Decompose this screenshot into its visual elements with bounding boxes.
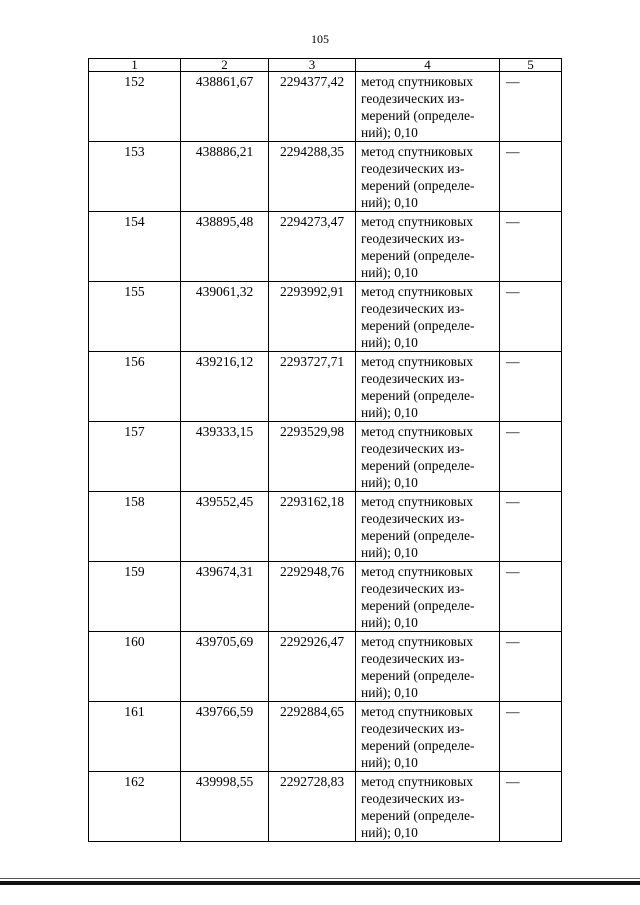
method-cell: метод спутниковых геодезических из- мерений (определе- ний); 0,10	[356, 562, 500, 632]
method-cell: метод спутниковых геодезических из- мерений (определе- ний); 0,10	[356, 212, 500, 282]
point-number-cell: 159	[89, 562, 181, 632]
point-number-cell: 157	[89, 422, 181, 492]
x-coordinate-cell: 439552,45	[181, 492, 269, 562]
y-coordinate-cell: 2292728,83	[269, 772, 356, 842]
method-cell: метод спутниковых геодезических из- мерений (определе- ний); 0,10	[356, 492, 500, 562]
header-col-4: 4	[356, 59, 500, 72]
x-coordinate-cell: 439998,55	[181, 772, 269, 842]
x-coordinate-cell: 439061,32	[181, 282, 269, 352]
method-cell: метод спутниковых геодезических из- мерений (определе- ний); 0,10	[356, 772, 500, 842]
y-coordinate-cell: 2294377,42	[269, 72, 356, 142]
y-coordinate-cell: 2293162,18	[269, 492, 356, 562]
point-number-cell: 154	[89, 212, 181, 282]
page-number: 105	[311, 32, 329, 46]
x-coordinate-cell: 438861,67	[181, 72, 269, 142]
header-col-2: 2	[181, 59, 269, 72]
header-col-5: 5	[500, 59, 562, 72]
table-row	[89, 72, 562, 142]
column-5-cell: —	[500, 72, 562, 142]
point-number-cell: 152	[89, 72, 181, 142]
bottom-rule-thin	[0, 878, 640, 879]
method-cell: метод спутниковых геодезических из- мерений (определе- ний); 0,10	[356, 282, 500, 352]
y-coordinate-cell: 2293529,98	[269, 422, 356, 492]
table-row	[89, 632, 562, 702]
x-coordinate-cell: 439766,59	[181, 702, 269, 772]
coordinates-table	[88, 58, 562, 842]
y-coordinate-cell: 2293992,91	[269, 282, 356, 352]
column-5-cell: —	[500, 632, 562, 702]
x-coordinate-cell: 439333,15	[181, 422, 269, 492]
table-row	[89, 142, 562, 212]
column-5-cell: —	[500, 422, 562, 492]
y-coordinate-cell: 2292884,65	[269, 702, 356, 772]
table-row	[89, 352, 562, 422]
point-number-cell: 158	[89, 492, 181, 562]
table-row	[89, 562, 562, 632]
x-coordinate-cell: 439705,69	[181, 632, 269, 702]
method-cell: метод спутниковых геодезических из- мерений (определе- ний); 0,10	[356, 352, 500, 422]
column-5-cell: —	[500, 492, 562, 562]
point-number-cell: 155	[89, 282, 181, 352]
y-coordinate-cell: 2293727,71	[269, 352, 356, 422]
point-number-cell: 160	[89, 632, 181, 702]
header-col-3: 3	[269, 59, 356, 72]
table-row	[89, 422, 562, 492]
column-5-cell: —	[500, 702, 562, 772]
point-number-cell: 156	[89, 352, 181, 422]
table-header-row	[89, 59, 562, 72]
y-coordinate-cell: 2294288,35	[269, 142, 356, 212]
method-cell: метод спутниковых геодезических из- мерений (определе- ний); 0,10	[356, 632, 500, 702]
table-row	[89, 492, 562, 562]
column-5-cell: —	[500, 772, 562, 842]
y-coordinate-cell: 2292948,76	[269, 562, 356, 632]
point-number-cell: 162	[89, 772, 181, 842]
bottom-rule	[0, 881, 640, 885]
table-row	[89, 212, 562, 282]
table-row	[89, 702, 562, 772]
method-cell: метод спутниковых геодезических из- мерений (определе- ний); 0,10	[356, 422, 500, 492]
column-5-cell: —	[500, 562, 562, 632]
x-coordinate-cell: 438886,21	[181, 142, 269, 212]
method-cell: метод спутниковых геодезических из- мерений (определе- ний); 0,10	[356, 72, 500, 142]
column-5-cell: —	[500, 282, 562, 352]
table-row	[89, 772, 562, 842]
y-coordinate-cell: 2294273,47	[269, 212, 356, 282]
method-cell: метод спутниковых геодезических из- мерений (определе- ний); 0,10	[356, 702, 500, 772]
point-number-cell: 161	[89, 702, 181, 772]
column-5-cell: —	[500, 142, 562, 212]
point-number-cell: 153	[89, 142, 181, 212]
header-col-1: 1	[89, 59, 181, 72]
y-coordinate-cell: 2292926,47	[269, 632, 356, 702]
x-coordinate-cell: 439216,12	[181, 352, 269, 422]
column-5-cell: —	[500, 352, 562, 422]
x-coordinate-cell: 438895,48	[181, 212, 269, 282]
column-5-cell: —	[500, 212, 562, 282]
x-coordinate-cell: 439674,31	[181, 562, 269, 632]
method-cell: метод спутниковых геодезических из- мерений (определе- ний); 0,10	[356, 142, 500, 212]
table-row	[89, 282, 562, 352]
